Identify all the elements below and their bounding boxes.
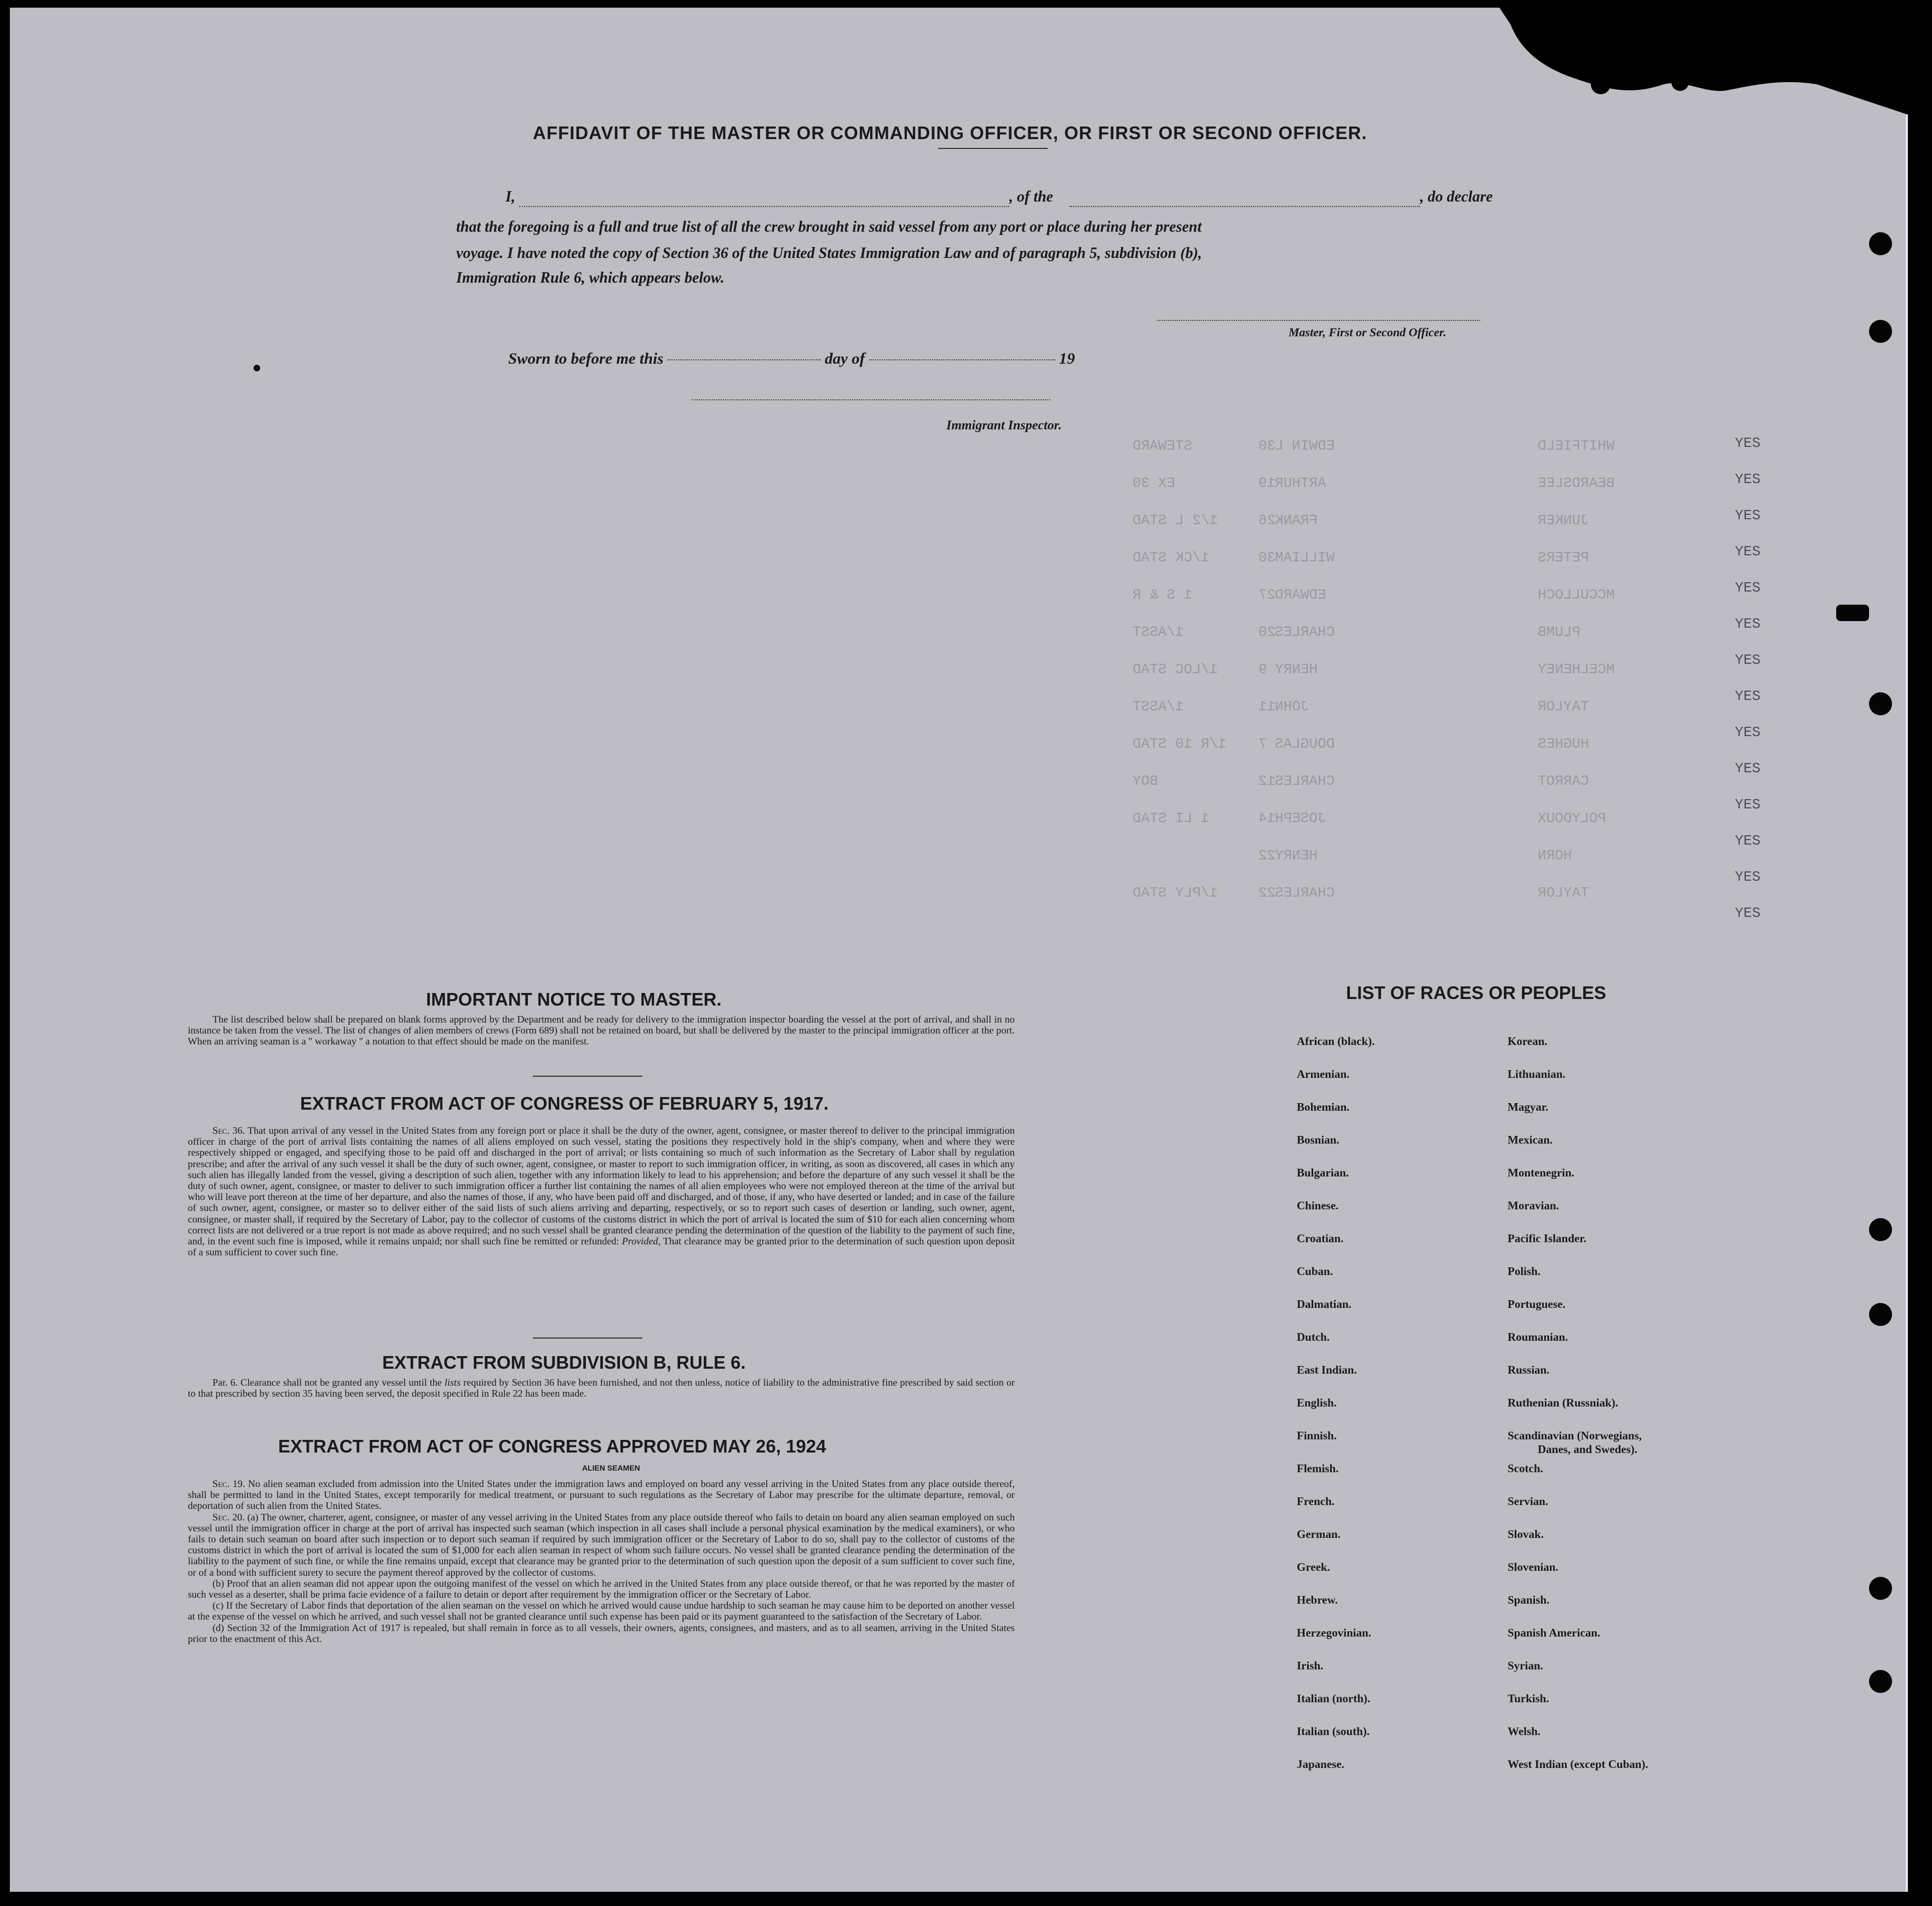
races-title: LIST OF RACES OR PEOPLES — [1346, 983, 1606, 1003]
bleed-through-text: 14 — [1258, 810, 1276, 826]
race-item: Croatian. — [1297, 1232, 1344, 1245]
affidavit-do-declare: , do declare — [1420, 188, 1493, 205]
title-rule — [938, 148, 1048, 149]
bleed-through-text: MCCULLOCH — [1538, 587, 1615, 603]
bleed-through-text: JOSEPH — [1275, 810, 1326, 826]
affidavit-title: AFFIDAVIT OF THE MASTER OR COMMANDING OFFICER, OR FIRST OR SECOND OFFICER. — [533, 123, 1367, 143]
race-item: German. — [1297, 1528, 1341, 1541]
bleed-through-text: PETERS — [1538, 549, 1589, 566]
extract-rule6-title: EXTRACT FROM SUBDIVISION B, RULE 6. — [382, 1352, 746, 1373]
bleed-through-text: CHARLES — [1275, 885, 1335, 901]
bleed-through-text: JOHN — [1275, 698, 1309, 715]
bleed-through-text: POLYDOUX — [1538, 810, 1606, 826]
sec36-text: That upon arrival of any vessel in the United States from any foreign port or place it shall be the duty of the owner, agent, consignee, or master thereof to deliver to the principal immigration officer in charge of the port of arrival lists containing the names of all aliens employed on such vessel, stating the positions they respectively hold in the ship's company, when and where they were respectively shipped or engaged, and specifying those to be paid off and discharged in the port of arrival; or lists containing so much of such information as the Secretary of Labor shall by regulation prescribe; and after the arrival of any such vessel it shall be the duty of such owner, agent, consignee, or master to report to such immigration officer, in writing, as soon as discovered, all cases in which any such alien has illegally landed from the vessel, giving a description of such alien, together with any information likely to lead to his apprehension; and before the departure of any such vessel it shall be the duty of such owner, agent, consignee, or master to deliver to such immigration officer a further list containing the names of all alien employees who were not employed thereon at the time of the arrival but who will leave port thereon at the time of her departure, and also the names of those, if any, who have been paid off and discharged, and of those, if any, who have deserted or landed; and in case of the failure of such owner, agent, consignee, or master so to deliver either of the said lists of such aliens arriving and departing, respectively, or so to report such cases of desertion or landing, such owner, agent, consignee, or master shall, if required by the Secretary of Labor, pay to the collector of customs of the customs district in which the port of arrival is located the sum of $10 for each alien concerning whom correct lists are not delivered or a true report is not made as above required; and no such vessel shall be granted clearance pending the determination of the question of the liability to the payment of such fine, and, in the event such fine is imposed, while it remains unpaid; nor shall such fine be remitted or refunded: — [188, 1125, 1015, 1247]
race-item: Scotch. — [1508, 1462, 1543, 1475]
bleed-through-yes: YES — [1735, 724, 1761, 740]
bleed-through-text: 9 — [1258, 661, 1267, 678]
punch-hole — [1836, 605, 1869, 621]
rule6-end: required by Section 36 have been furnished, and not then unless, notice of liability to the administrative fine prescribed by said section or to that prescribed by section 35 having been served, the deposit specified in Rule 22 has been made. — [188, 1377, 1015, 1399]
race-item: African (black). — [1297, 1035, 1375, 1048]
bleed-through-text: JUNKER — [1538, 512, 1589, 529]
bleed-through-text: ARTHUR — [1275, 475, 1326, 491]
bleed-through-text: 7 — [1258, 736, 1267, 752]
torn-corner — [1499, 8, 1916, 117]
bleed-through-text: 1 S & R — [1132, 587, 1193, 603]
bleed-through-text: 1/ASST — [1132, 624, 1184, 640]
extract-1917-title: EXTRACT FROM ACT OF CONGRESS OF FEBRUARY 5, 1917. — [300, 1093, 829, 1113]
race-item: West Indian (except Cuban). — [1508, 1758, 1648, 1771]
race-item: Bosnian. — [1297, 1133, 1339, 1146]
bleed-through-yes: YES — [1735, 507, 1761, 524]
section-rule — [533, 1076, 642, 1077]
race-item: Roumanian. — [1508, 1330, 1568, 1344]
bleed-through-text: 12 — [1258, 773, 1276, 789]
race-item: Armenian. — [1297, 1067, 1350, 1081]
bleed-through-yes: YES — [1735, 688, 1761, 704]
race-item: Portuguese. — [1508, 1298, 1566, 1311]
bleed-through-text: WILLIAM — [1275, 549, 1335, 566]
sec20c-text: (c) If the Secretary of Labor finds that deportation of the alien seaman on the vessel on which he arrived would cause undue hardship to such seaman he may cause him to be deported on another vessel at the expense of the vessel on which he arrived, and such vessel shall not be granted clearance until such expense has been paid or its payment guaranteed to the satisfaction of the Secretary of Labor. — [188, 1600, 1015, 1622]
bleed-through-yes: YES — [1735, 471, 1761, 487]
race-item: Bulgarian. — [1297, 1166, 1349, 1179]
race-item: Moravian. — [1508, 1199, 1559, 1212]
race-item: Russian. — [1508, 1363, 1550, 1376]
sec20b-text: (b) Proof that an alien seaman did not appear upon the outgoing manifest of the vessel on which he arrived in the United States from any place outside thereof, or that he was reported by the master of such vessel as a deserter, shall be prima facie evidence of a failure to detain or deport after requirement by the immigration officer or the Secretary of Labor. — [188, 1577, 1015, 1600]
extract-1917-body — [188, 1125, 1015, 1258]
race-item: Polish. — [1508, 1265, 1541, 1278]
race-item: Japanese. — [1297, 1758, 1344, 1771]
affidavit-line-2: that the foregoing is a full and true list of all the crew brought in said vessel from any port or place during her present — [456, 219, 1202, 236]
bleed-through-text: 19 — [1258, 475, 1276, 491]
bleed-through-text: HUGHES — [1538, 736, 1589, 752]
bleed-through-text: CHARLES — [1275, 773, 1335, 789]
bleed-through-text: 1 LI STAD — [1132, 810, 1210, 826]
bleed-through-yes: YES — [1735, 579, 1761, 596]
notice-body — [188, 1014, 1015, 1047]
sec36-end: That clearance may be granted prior to the determination of such question upon deposit of a sum sufficient to cover such fine. — [188, 1236, 1015, 1258]
bleed-through-text: 1/CK STAD — [1132, 549, 1210, 566]
bleed-through-text: 26 — [1258, 512, 1276, 529]
document-page — [10, 8, 1908, 1892]
bleed-through-text: BOY — [1132, 773, 1158, 789]
bleed-through-text: PLUMB — [1538, 624, 1581, 640]
race-item: Irish. — [1297, 1659, 1324, 1672]
sec20d-text: (d) Section 32 of the Immigration Act of 1917 is repealed, but shall remain in force as to all vessels, their owners, agents, consignees, and masters, and as to all seamen, arriving in the United States prior to the enactment of this Act. — [188, 1622, 1015, 1644]
bleed-through-yes: YES — [1735, 833, 1761, 849]
race-item: Servian. — [1508, 1495, 1549, 1508]
race-item: Magyar. — [1508, 1100, 1549, 1113]
bleed-through-yes: YES — [1735, 905, 1761, 921]
race-item: Slovenian. — [1508, 1560, 1559, 1574]
punch-hole — [1869, 1218, 1892, 1241]
bleed-through-text: 1/LOC STAD — [1132, 661, 1218, 678]
race-item: Pacific Islander. — [1508, 1232, 1586, 1245]
race-item: Scandinavian (Norwegians, — [1508, 1429, 1642, 1442]
punch-hole — [1869, 1303, 1892, 1326]
race-item: Cuban. — [1297, 1265, 1333, 1278]
race-item: Montenegrin. — [1508, 1166, 1574, 1179]
bleed-through-text: 27 — [1258, 587, 1276, 603]
proviso-text: Provided, — [622, 1236, 661, 1247]
punch-hole — [1869, 1670, 1892, 1693]
race-item: Finnish. — [1297, 1429, 1337, 1442]
race-item: Slovak. — [1508, 1528, 1544, 1541]
affidavit-i: I, — [505, 188, 515, 205]
signature-blank — [1157, 320, 1480, 321]
race-item: Welsh. — [1508, 1725, 1541, 1738]
punch-hole — [1671, 73, 1689, 91]
bleed-through-text: 1/2 L STAD — [1132, 512, 1218, 529]
punch-hole — [1869, 232, 1892, 255]
bleed-through-yes: YES — [1735, 435, 1761, 451]
bleed-through-text: FRANK — [1275, 512, 1318, 529]
race-scandinavian-cont: Danes, and Swedes). — [1538, 1443, 1638, 1456]
extract-1924-body — [188, 1478, 1015, 1644]
bleed-through-text: TAYLOR — [1538, 698, 1589, 715]
alien-seamen-subtitle: ALIEN SEAMEN — [582, 1463, 640, 1472]
affidavit-line-3: voyage. I have noted the copy of Section 36 of the United States Immigration Law and of paragraph 5, subdivision (b), — [456, 245, 1202, 262]
race-item: Dutch. — [1297, 1330, 1330, 1344]
notice-title: IMPORTANT NOTICE TO MASTER. — [426, 989, 722, 1009]
inspector-label: Immigrant Inspector. — [946, 418, 1062, 433]
bleed-through-yes: YES — [1735, 796, 1761, 813]
bleed-through-yes: YES — [1735, 760, 1761, 777]
bleed-through-text: 22 — [1258, 885, 1276, 901]
bleed-through-text: 20 — [1258, 624, 1276, 640]
punch-hole — [1869, 692, 1892, 715]
sec20-label: Sec. 20. — [212, 1511, 245, 1523]
day-of-text: day of — [825, 350, 865, 368]
sworn-line — [508, 350, 1075, 368]
race-item: Flemish. — [1297, 1462, 1339, 1475]
bleed-through-text: EDWARD — [1275, 587, 1326, 603]
month-blank — [869, 359, 1055, 360]
race-item: East Indian. — [1297, 1363, 1357, 1376]
race-item: French. — [1297, 1495, 1335, 1508]
bleed-through-yes: YES — [1735, 652, 1761, 668]
year-text: 19 — [1059, 350, 1075, 368]
bleed-through-text: TAYLOR — [1538, 885, 1589, 901]
extract-rule6-body — [188, 1377, 1015, 1399]
race-item: Chinese. — [1297, 1199, 1339, 1212]
bleed-through-text: WHITFIELD — [1538, 438, 1615, 454]
bleed-through-text: 30 — [1258, 549, 1276, 566]
name-blank — [519, 206, 1009, 207]
race-item: Bohemian. — [1297, 1100, 1350, 1113]
bleed-through-text: 30 — [1258, 438, 1276, 454]
bleed-through-text: HORN — [1538, 847, 1572, 864]
race-item: Korean. — [1508, 1035, 1548, 1048]
bleed-through-text: BEARDSLEE — [1538, 475, 1615, 491]
sec19-text: No alien seaman excluded from admission into the United States under the immigration laws and employed on board any vessel arriving in the United States from any place outside thereof, shall be permitted to land in the United States, except temporarily for medical treatment, or pursuant to such regulations as the Secretary of Labor may prescribe for the ultimate departure, removal, or deportation of such alien from the United States. — [188, 1478, 1015, 1512]
bleed-through-text: EX 30 — [1132, 475, 1176, 491]
rule6-text: Par. 6. Clearance shall not be granted any vessel until the — [212, 1377, 442, 1388]
bleed-through-yes: YES — [1735, 869, 1761, 885]
race-item: Herzegovinian. — [1297, 1626, 1371, 1639]
extract-1924-title: EXTRACT FROM ACT OF CONGRESS APPROVED MAY 26, 1924 — [278, 1436, 826, 1456]
bleed-through-text: 1/ASST — [1132, 698, 1184, 715]
race-item: Italian (north). — [1297, 1692, 1371, 1705]
sec19-label: Sec. 19. — [212, 1478, 245, 1489]
race-item: English. — [1297, 1396, 1337, 1409]
race-item: Ruthenian (Russniak). — [1508, 1396, 1618, 1409]
punch-hole — [1591, 74, 1611, 94]
bleed-through-yes: YES — [1735, 543, 1761, 560]
bleed-through-text: 22 — [1258, 847, 1276, 864]
notice-text: The list described below shall be prepared on blank forms approved by the Department and be ready for delivery to the immigration inspector boarding the vessel at the port of arrival, and shall in no instance be taken from the vessel. The list of changes of alien members of crews (Form 689) shall not be retained on board, but shall be delivered by the master to the principal immigration officer at the port. When an arriving seaman is a " workaway " a notation to that effect should be made on the manifest. — [188, 1014, 1015, 1047]
ink-speck — [254, 365, 260, 371]
bleed-through-text: 1/R 10 STAD — [1132, 736, 1227, 752]
bleed-through-text: HENRY — [1275, 847, 1318, 864]
race-item: Spanish American. — [1508, 1626, 1601, 1639]
race-item: Lithuanian. — [1508, 1067, 1566, 1081]
punch-hole — [1869, 320, 1892, 343]
bleed-through-text: CHARLES — [1275, 624, 1335, 640]
day-blank — [668, 359, 821, 360]
vessel-blank — [1070, 206, 1420, 207]
bleed-through-text: HENRY — [1275, 661, 1318, 678]
race-item: Hebrew. — [1297, 1593, 1338, 1606]
bleed-through-text: 1/PLY STAD — [1132, 885, 1218, 901]
bleed-through-text: EDWIN L — [1275, 438, 1335, 454]
section-rule — [533, 1337, 642, 1339]
rule6-lists: lists — [444, 1377, 461, 1388]
bleed-through-text: CARROT — [1538, 773, 1589, 789]
bleed-through-yes: YES — [1735, 616, 1761, 632]
race-item: Dalmatian. — [1297, 1298, 1352, 1311]
race-item: Greek. — [1297, 1560, 1330, 1574]
sworn-text: Sworn to before me this — [508, 350, 664, 368]
race-item: Mexican. — [1508, 1133, 1553, 1146]
bleed-through-text: MCELHENEY — [1538, 661, 1615, 678]
signature-label: Master, First or Second Officer. — [1289, 325, 1447, 339]
race-item: Turkish. — [1508, 1692, 1549, 1705]
race-item: Italian (south). — [1297, 1725, 1370, 1738]
bleed-through-text: STEWARD — [1132, 438, 1193, 454]
sec36-label: Sec. 36. — [212, 1125, 245, 1136]
affidavit-line-4: Immigration Rule 6, which appears below. — [456, 269, 725, 286]
race-item: Spanish. — [1508, 1593, 1550, 1606]
race-item: Syrian. — [1508, 1659, 1543, 1672]
bleed-through-text: DOUGLAS — [1275, 736, 1335, 752]
inspector-blank — [692, 399, 1050, 400]
bleed-through-text: 11 — [1258, 698, 1276, 715]
affidavit-of-the: , of the — [1009, 188, 1054, 205]
punch-hole — [1869, 1577, 1892, 1600]
sec20a-text: (a) The owner, charterer, agent, consignee, or master of any vessel arriving in the United States from any place outside thereof who fails to detain on board any alien seaman employed on such vessel until the immigration officer in charge at the port of arrival has inspected such seaman (which inspection in all cases shall include a personal physical examination by the medical examiners), or who fails to detain such seaman on board after such inspection or to deport such seaman if required by such immigration officer or the Secretary of Labor to do so, shall pay to the collector of customs of the customs district in which the port of arrival is located the sum of $1,000 for each alien seaman in respect of whom such failure occurs. No vessel shall be granted clearance pending the determination of the liability to the payment of such fine, or while the fine remains unpaid, except that clearance may be granted prior to the determination of such question upon the deposit of a sum sufficient to cover such fine, or of a bond with sufficient surety to secure the payment thereof approved by the collector of customs. — [188, 1511, 1015, 1578]
